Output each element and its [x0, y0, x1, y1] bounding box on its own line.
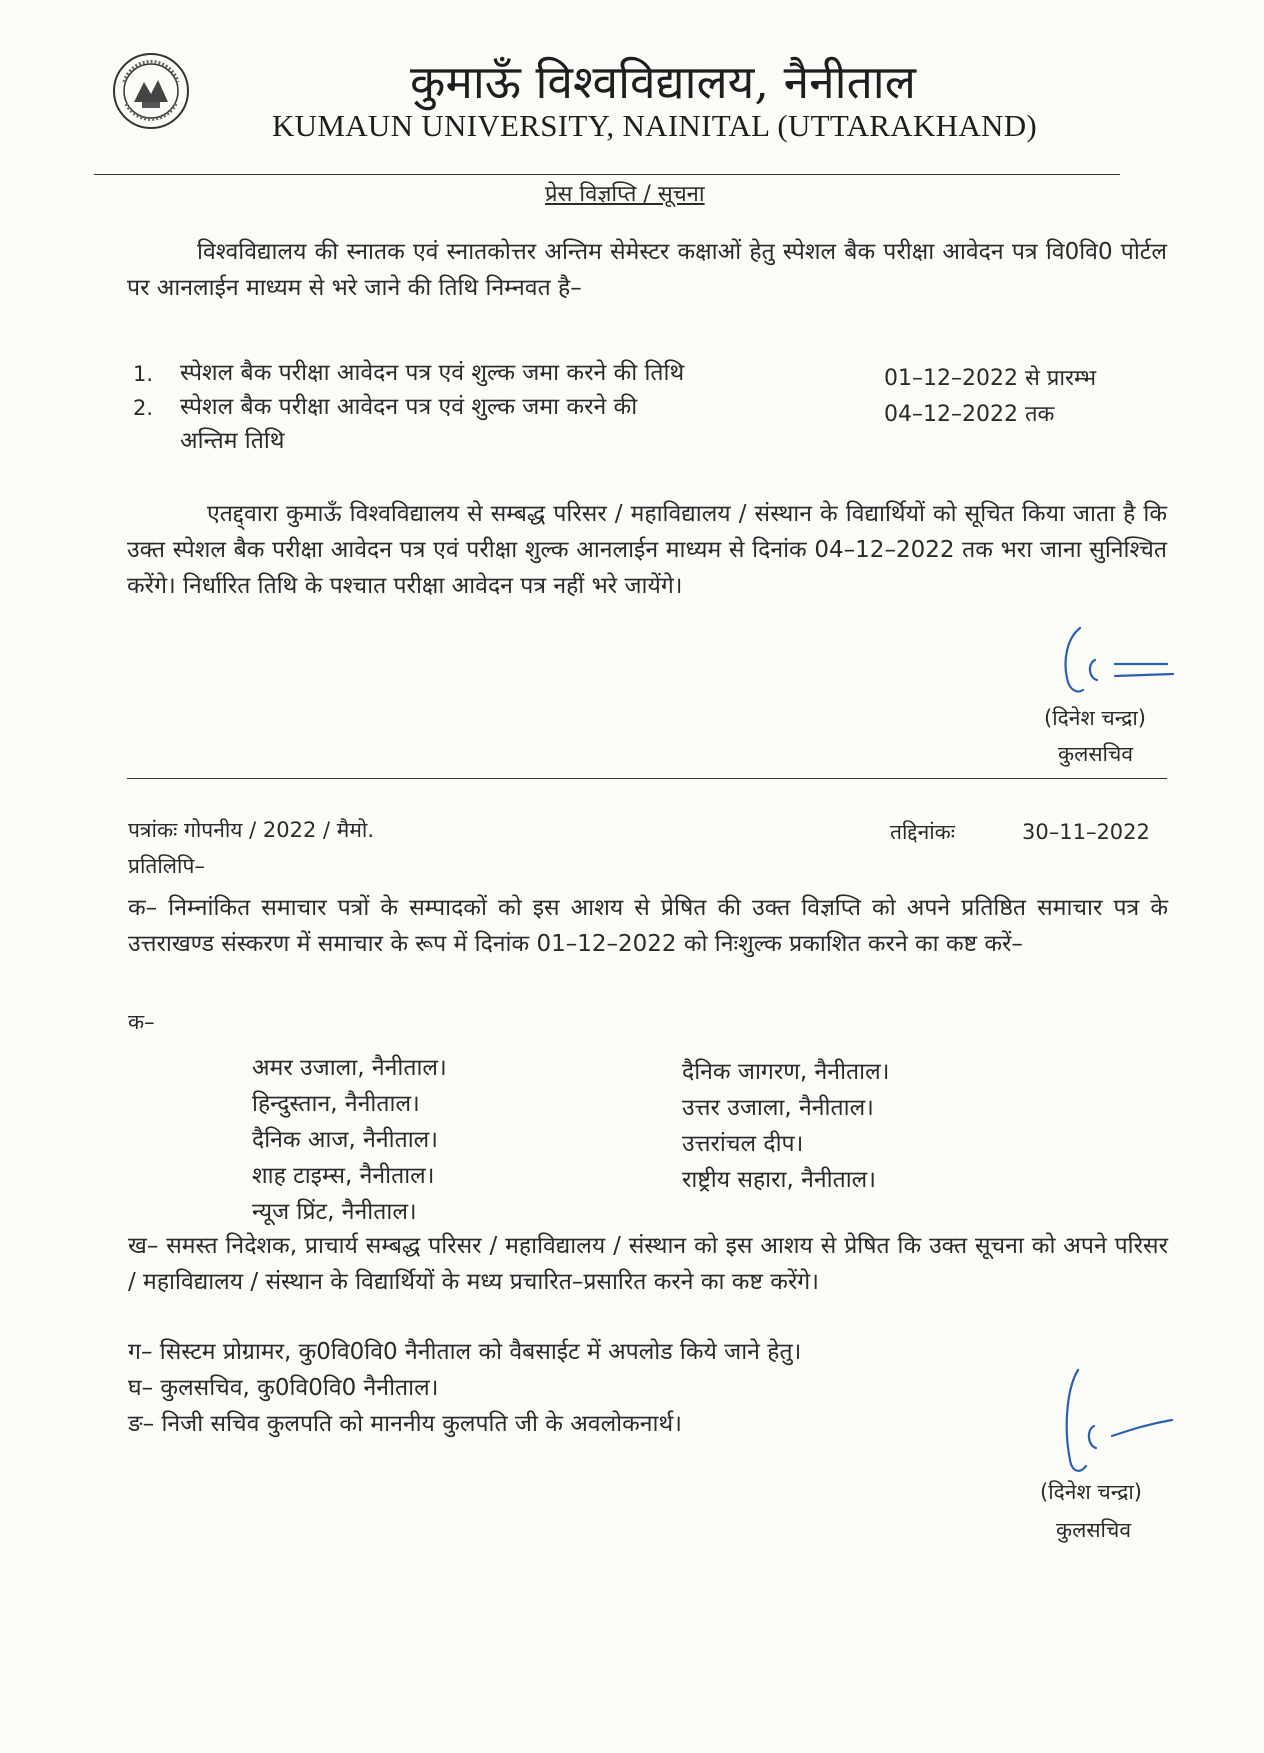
newspaper-item: अमर उजाला, नैनीताल।: [252, 1055, 447, 1081]
newspaper-item: दैनिक जागरण, नैनीताल।: [682, 1059, 890, 1085]
item-number: 2.: [133, 396, 154, 420]
signatory-name: (दिनेश चन्द्रा): [1040, 1480, 1142, 1504]
copy-ka: क– निम्नांकित समाचार पत्रों के सम्पादकों को इस आशय से प्रेषित की उक्त विज्ञप्ति को अपने प्रतिष्ठित समाचार पत्र के उत्तराखण्ड संस्करण में समाचार के रूप में दिनांक 01–12–2022 को निःशुल्क प्रकाशित करने का कष्ट करें–: [128, 895, 1168, 957]
university-title-english: KUMAUN UNIVERSITY, NAINITAL (UTTARAKHAND): [272, 108, 1038, 143]
signatory-name: (दिनेश चन्द्रा): [1044, 706, 1146, 730]
university-title-hindi: कुमाऊँ विश्वविद्यालय, नैनीताल: [410, 55, 916, 109]
newspaper-item: शाह टाइम्स, नैनीताल।: [252, 1163, 435, 1189]
section-divider: [127, 778, 1167, 779]
copy-ka-sub: क–: [128, 1010, 155, 1034]
item-text: अन्तिम तिथि: [180, 428, 285, 454]
newspaper-item: उत्तर उजाला, नैनीताल।: [682, 1095, 874, 1121]
header-divider: [94, 174, 1120, 175]
notice-intro: विश्वविद्यालय की स्नातक एवं स्नातकोत्तर अन्तिम सेमेस्टर कक्षाओं हेतु स्पेशल बैक परीक्षा आवेदन पत्र वि0वि0 पोर्टल पर आनलाईन माध्यम से भरे जाने की तिथि निम्नवत है–: [127, 239, 1167, 301]
item-date: 04–12–2022 तक: [884, 402, 1055, 427]
copy-nga: ङ– निजी सचिव कुलपति को माननीय कुलपति जी के अवलोकनार्थ।: [128, 1411, 682, 1437]
date-value: 30–11–2022: [1022, 820, 1150, 844]
newspaper-item: हिन्दुस्तान, नैनीताल।: [252, 1091, 420, 1117]
item-text: स्पेशल बैक परीक्षा आवेदन पत्र एवं शुल्क जमा करने की तिथि: [180, 360, 685, 386]
copy-ga: ग– सिस्टम प्रोग्रामर, कु0वि0वि0 नैनीताल को वैबसाईट में अपलोड किये जाने हेतु।: [128, 1339, 802, 1365]
copy-kha: ख– समस्त निदेशक, प्राचार्य सम्बद्ध परिसर / महाविद्यालय / संस्थान को इस आशय से प्रेषित कि उक्त सूचना को अपने परिसर / महाविद्यालय / संस्थान के विद्यार्थियों के मध्य प्रचारित–प्रसारित करने का कष्ट करेंगे।: [128, 1233, 1168, 1295]
date-label: तद्दिनांकः: [890, 820, 956, 844]
notice-heading: प्रेस विज्ञप्ति / सूचना: [545, 182, 705, 207]
item-date: 01–12–2022 से प्रारम्भ: [884, 366, 1097, 391]
copy-label: प्रतिलिपि–: [128, 854, 205, 878]
newspaper-item: राष्ट्रीय सहारा, नैनीताल।: [682, 1167, 876, 1193]
signature: [1060, 1360, 1190, 1484]
university-seal: [112, 52, 190, 130]
item-text: स्पेशल बैक परीक्षा आवेदन पत्र एवं शुल्क जमा करने की: [180, 394, 638, 420]
newspaper-item: उत्तरांचल दीप।: [682, 1131, 804, 1157]
signatory-designation: कुलसचिव: [1056, 1518, 1132, 1542]
newspaper-item: दैनिक आज, नैनीताल।: [252, 1127, 438, 1153]
notice-body: एतद्द्वारा कुमाऊँ विश्वविद्यालय से सम्बद्ध परिसर / महाविद्यालय / संस्थान के विद्यार्थियों को सूचित किया जाता है कि उक्त स्पेशल बैक परीक्षा आवेदन पत्र एवं परीक्षा शुल्क आनलाईन माध्यम से दिनांक 04–12–2022 तक भरा जाना सुनिश्चित करेंगे। निर्धारित तिथि के पश्चात परीक्षा आवेदन पत्र नहीं भरे जायेंगे।: [127, 501, 1167, 599]
signature: [1055, 620, 1185, 714]
signatory-designation: कुलसचिव: [1058, 742, 1134, 766]
newspaper-item: न्यूज प्रिंट, नैनीताल।: [252, 1199, 417, 1225]
item-number: 1.: [133, 362, 154, 386]
reference-number: पत्रांकः गोपनीय / 2022 / मैमो.: [128, 818, 374, 842]
copy-gha: घ– कुलसचिव, कु0वि0वि0 नैनीताल।: [128, 1375, 439, 1401]
